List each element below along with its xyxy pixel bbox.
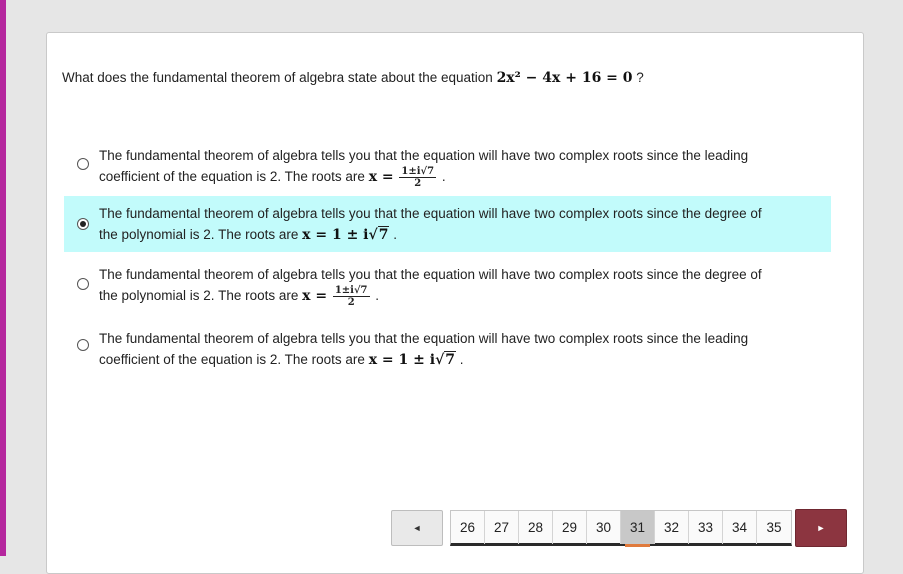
answer-option-4[interactable]	[64, 324, 831, 375]
page-button[interactable]: 34	[723, 511, 757, 544]
option-2-line1: The fundamental theorem of algebra tells you that the equation will have two complex roots since the degree of	[99, 206, 762, 221]
page-button[interactable]: 26	[451, 511, 485, 544]
question-equation: 2x² − 4x + 16 = 0	[496, 70, 633, 86]
page-button[interactable]: 35	[766, 520, 782, 535]
option-2-root-sqrt: √7	[368, 227, 389, 243]
page-button[interactable]: 30	[587, 511, 621, 544]
option-4-line1: The fundamental theorem of algebra tells you that the equation will have two complex roots since the leading	[99, 331, 749, 346]
triangle-left-icon: ◄	[412, 523, 422, 533]
option-3-root-denominator: 2	[347, 297, 355, 308]
radio-button-option-4[interactable]	[77, 339, 89, 351]
radio-button-option-1[interactable]	[77, 158, 89, 170]
option-1-root-fraction	[399, 166, 436, 189]
previous-question-button[interactable]	[391, 510, 443, 546]
page-button[interactable]: 28	[519, 511, 553, 544]
question-pagination	[450, 510, 792, 546]
option-2-line2: the polynomial is 2. The roots are x = 1 ± i√7 .	[99, 224, 821, 246]
option-3-root-numerator: 1±i√7	[334, 285, 368, 296]
next-question-button[interactable]	[795, 509, 847, 547]
option-4-root-lhs: x = 1 ± i	[368, 352, 436, 368]
page-button[interactable]: 27	[485, 511, 519, 544]
triangle-right-icon: ►	[816, 523, 826, 533]
radio-button-option-3[interactable]	[77, 278, 89, 290]
option-1-root-denominator: 2	[414, 178, 422, 189]
option-1-line1: The fundamental theorem of algebra tells you that the equation will have two complex roots since the leading	[99, 148, 749, 163]
option-2-root-lhs: x = 1 ± i	[302, 227, 369, 243]
option-2-root-radicand: 7	[378, 227, 389, 243]
answer-option-1[interactable]	[64, 141, 831, 193]
answer-option-3[interactable]	[64, 260, 831, 312]
option-4-line2: coefficient of the equation is 2. The roots are x = 1 ± i√7 .	[99, 349, 821, 371]
option-3-root-fraction	[333, 285, 370, 308]
option-1-root-lhs: x =	[368, 169, 394, 186]
page-button-current[interactable]: 31	[621, 511, 655, 544]
option-1-root-numerator: 1±i√7	[401, 166, 435, 177]
question-text: What does the fundamental theorem of algebra state about the equation	[62, 70, 493, 85]
option-3-line1: The fundamental theorem of algebra tells you that the equation will have two complex roots since the degree of	[99, 267, 762, 282]
left-accent-bar	[0, 0, 6, 556]
option-4-root-radicand: 7	[445, 352, 456, 368]
option-4-root-sqrt: √7	[435, 352, 456, 368]
option-1-line2: coefficient of the equation is 2. The roots are x = $\frac{1\pm i√7}{2}$ .	[99, 166, 446, 189]
page-button[interactable]: 33	[689, 511, 723, 544]
radio-button-option-2[interactable]	[77, 218, 89, 230]
answer-option-2[interactable]	[64, 196, 831, 252]
option-3-line2: the polynomial is 2. The roots are x = $\frac{1\pm i√7}{2}$ .	[99, 285, 380, 308]
question-end: ?	[636, 70, 644, 85]
option-3-root-lhs: x =	[302, 288, 328, 305]
question-prompt	[62, 66, 842, 90]
page-button[interactable]: 32	[655, 511, 689, 544]
page-button[interactable]: 29	[553, 511, 587, 544]
